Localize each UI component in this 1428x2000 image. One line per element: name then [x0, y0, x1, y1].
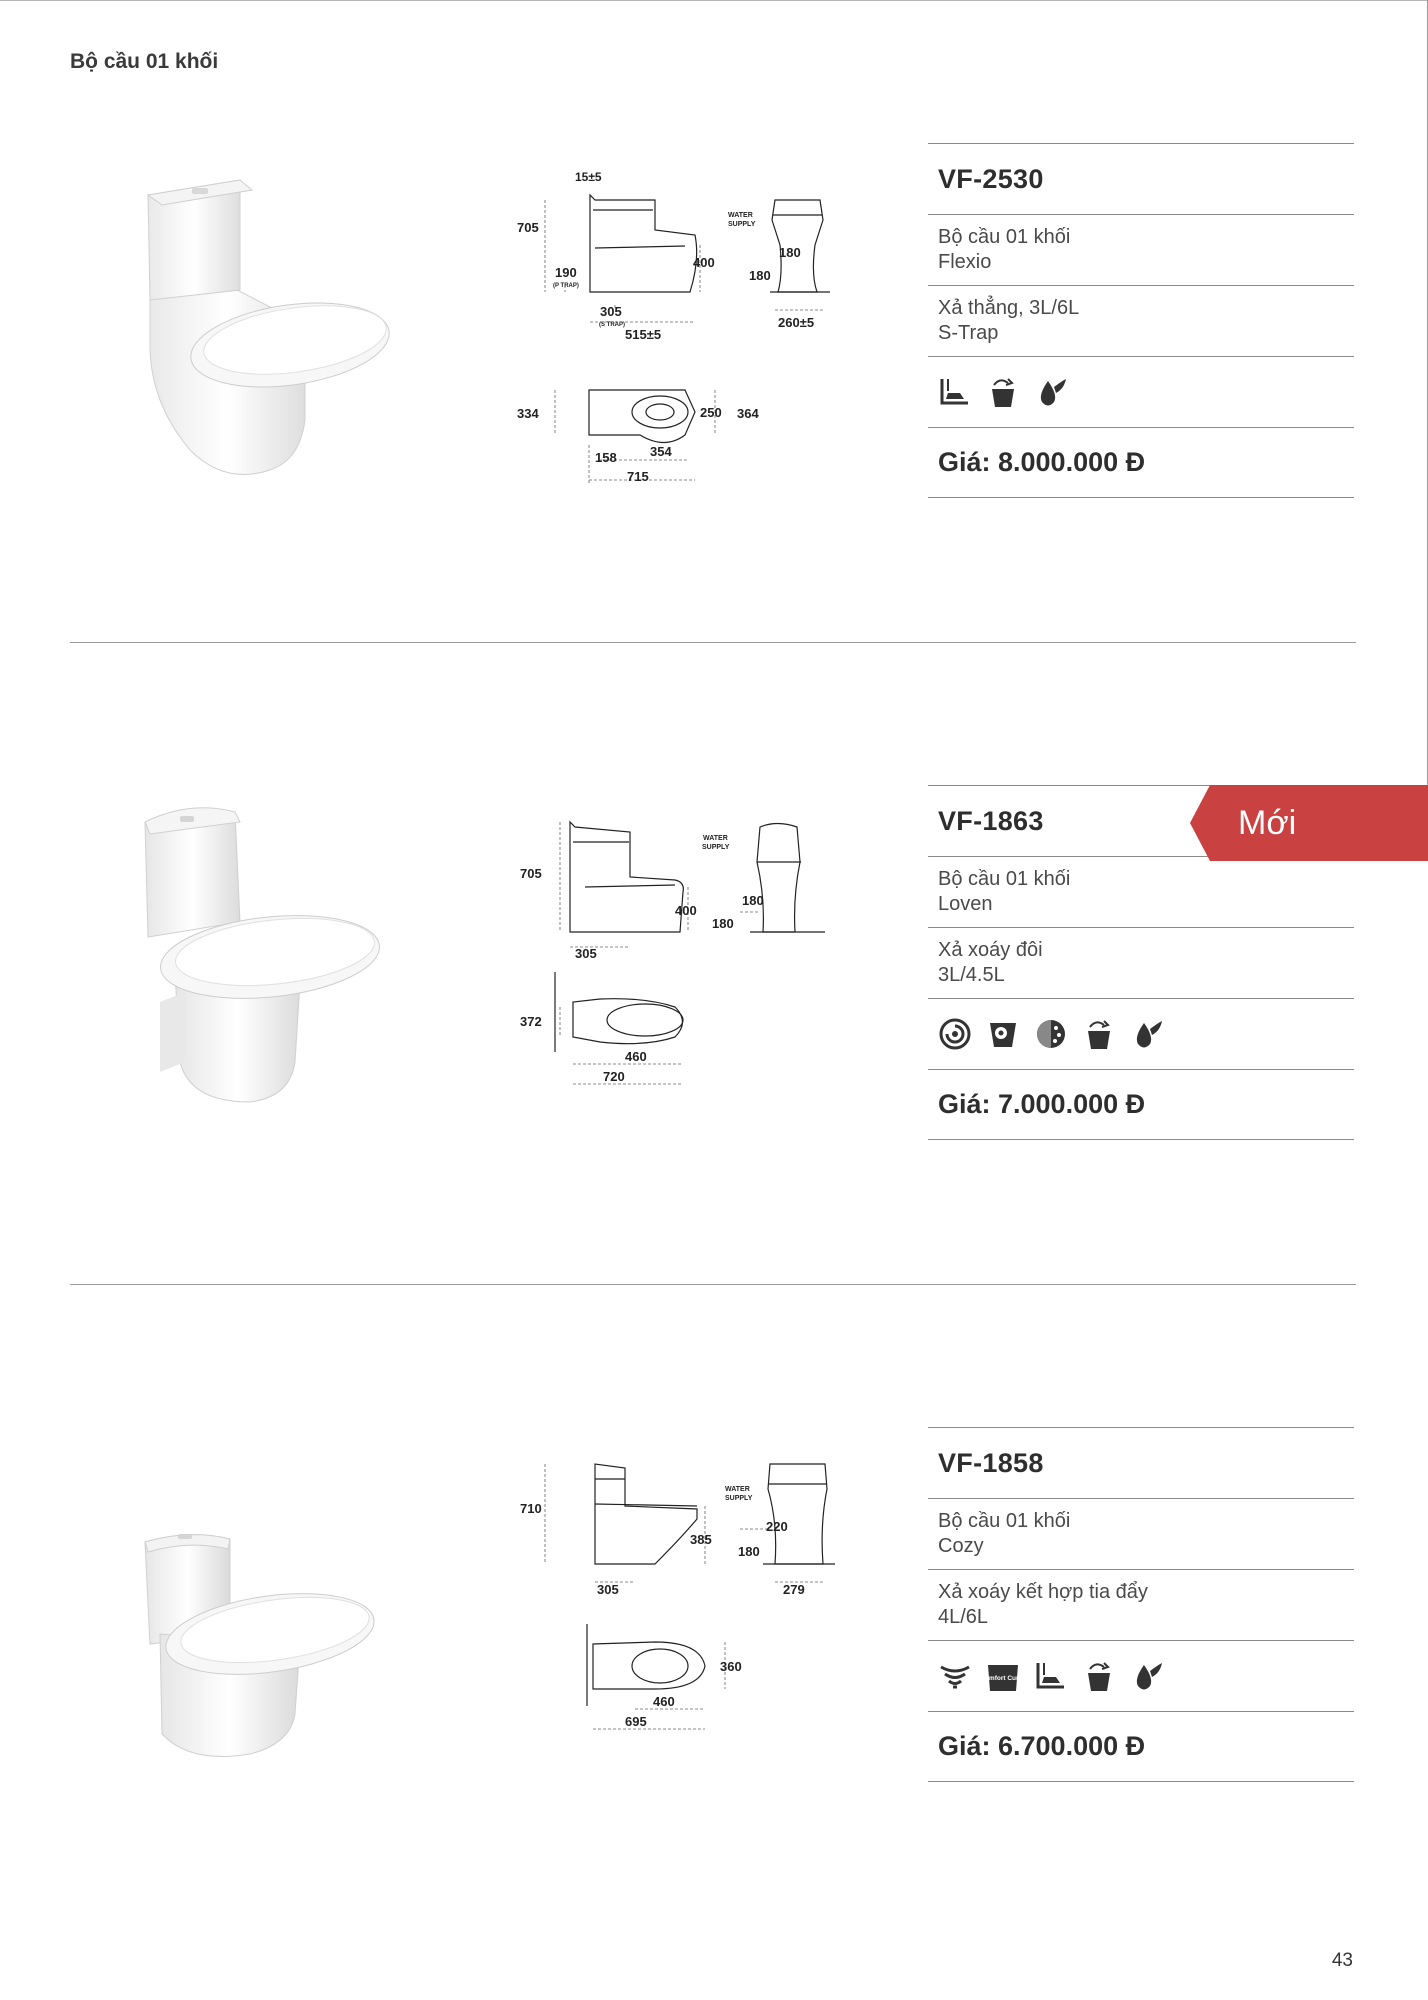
- flush-detail: 3L/4.5L: [938, 964, 1005, 986]
- dim-length: 695: [625, 1714, 647, 1729]
- comfort-curve-label: Comfort Curve: [980, 1675, 1026, 1682]
- soft-close-seat-icon: [1034, 1659, 1068, 1693]
- dim-seat-height: 385: [690, 1532, 712, 1547]
- product-type: Bộ cầu 01 khối: [938, 226, 1071, 248]
- dim-supply-height: 220: [766, 1519, 788, 1534]
- supply-label: SUPPLY: [725, 1495, 753, 1502]
- dim-s-trap-note: (S TRAP): [599, 322, 625, 328]
- product-card-vf-1858: [0, 1384, 1428, 1884]
- flush-type: Xả xoáy kết hợp tia đẩy: [938, 1581, 1148, 1603]
- flush-detail: 4L/6L: [938, 1606, 989, 1628]
- dim-tank-depth: 158: [595, 450, 617, 465]
- supply-label: SUPPLY: [728, 221, 756, 228]
- section-divider: [70, 642, 1356, 643]
- dim-plan-width: 372: [520, 1014, 542, 1029]
- dim-top-gap: 15±5: [575, 170, 602, 184]
- product-line: Cozy: [938, 1535, 984, 1557]
- dim-p-trap-note: (P TRAP): [553, 283, 579, 289]
- dimension-drawing: [520, 802, 845, 1162]
- price: Giá: 8.000.000 Đ: [938, 447, 1146, 477]
- product-type: Bộ cầu 01 khối: [938, 868, 1071, 890]
- easy-clean-icon: [1082, 1659, 1116, 1693]
- easy-clean-icon: [986, 375, 1020, 409]
- dim-height: 705: [520, 866, 542, 881]
- flush-type: Xả xoáy đôi: [938, 939, 1043, 961]
- supply-label: SUPPLY: [702, 844, 730, 851]
- feature-icons: [928, 998, 1354, 1069]
- dim-p-trap: 190: [555, 265, 577, 280]
- flush-type: Xả thẳng, 3L/6L: [938, 297, 1080, 319]
- dim-s-trap: 305: [597, 1582, 619, 1597]
- dim-supply-height: 180: [742, 893, 764, 908]
- price: Giá: 6.700.000 Đ: [938, 1731, 1146, 1761]
- product-info: [928, 1427, 1354, 1782]
- product-info: [928, 143, 1354, 498]
- dim-plan-width: 334: [517, 406, 539, 421]
- dim-supply-height: 180: [779, 245, 801, 260]
- dim-plan-width: 360: [720, 1659, 742, 1674]
- dim-height: 710: [520, 1501, 542, 1516]
- dim-supply-offset: 180: [712, 916, 734, 931]
- dim-plan-width-2: 364: [737, 406, 759, 421]
- dim-seat-height: 400: [675, 903, 697, 918]
- water-saving-icon: [1130, 1017, 1164, 1051]
- dim-supply-offset: 180: [749, 268, 771, 283]
- dimension-drawing: [517, 150, 845, 510]
- water-saving-icon: [1034, 375, 1068, 409]
- product-photo: [130, 792, 380, 1122]
- toilet-paper-icon: [986, 1017, 1020, 1051]
- dim-front-width: 279: [783, 1582, 805, 1597]
- product-photo: [130, 1434, 380, 1764]
- dim-depth: 515±5: [625, 327, 662, 342]
- dim-length: 715: [627, 469, 649, 484]
- dim-bowl-length: 354: [650, 444, 672, 459]
- water-label: WATER: [703, 835, 728, 842]
- dim-s-trap: 305: [575, 946, 597, 961]
- feature-icons: [928, 356, 1354, 427]
- dim-s-trap: 305: [600, 304, 622, 319]
- dim-front-width: 260±5: [778, 315, 815, 330]
- water-label: WATER: [725, 1486, 750, 1493]
- water-saving-icon: [1130, 1659, 1164, 1693]
- product-card-vf-1863: [0, 742, 1428, 1242]
- dim-bowl-width: 250: [700, 405, 722, 420]
- new-badge-label: Mới: [1238, 804, 1297, 842]
- antibacterial-glaze-icon: [1034, 1017, 1068, 1051]
- product-type: Bộ cầu 01 khối: [938, 1510, 1071, 1532]
- price: Giá: 7.000.000 Đ: [938, 1089, 1146, 1119]
- dim-bowl-length: 460: [625, 1049, 647, 1064]
- product-card-vf-2530: [0, 100, 1428, 600]
- comfort-curve-icon: [980, 1659, 1026, 1693]
- dim-seat-height: 400: [693, 255, 715, 270]
- feature-icons: [928, 1640, 1354, 1711]
- soft-close-seat-icon: [938, 375, 972, 409]
- dim-bowl-length: 460: [653, 1694, 675, 1709]
- model-name: VF-1863: [938, 805, 1044, 836]
- dual-swirl-icon: [938, 1017, 972, 1051]
- top-rule: [0, 0, 1428, 1]
- dim-length: 720: [603, 1069, 625, 1084]
- dim-supply-offset: 180: [738, 1544, 760, 1559]
- product-line: Flexio: [938, 251, 992, 273]
- product-line: Loven: [938, 893, 993, 915]
- new-badge: [1190, 785, 1428, 861]
- section-divider: [70, 1284, 1356, 1285]
- page-title: Bộ cầu 01 khối: [70, 50, 219, 73]
- dim-height: 705: [517, 220, 539, 235]
- water-label: WATER: [728, 212, 753, 219]
- swirl-flush-icon: [938, 1659, 972, 1693]
- product-photo: [130, 150, 380, 480]
- flush-detail: S-Trap: [938, 322, 999, 344]
- dimension-drawing: [520, 1444, 845, 1804]
- easy-clean-icon: [1082, 1017, 1116, 1051]
- model-name: VF-2530: [938, 163, 1044, 194]
- page-number: 43: [1331, 1950, 1353, 1971]
- model-name: VF-1858: [938, 1447, 1044, 1478]
